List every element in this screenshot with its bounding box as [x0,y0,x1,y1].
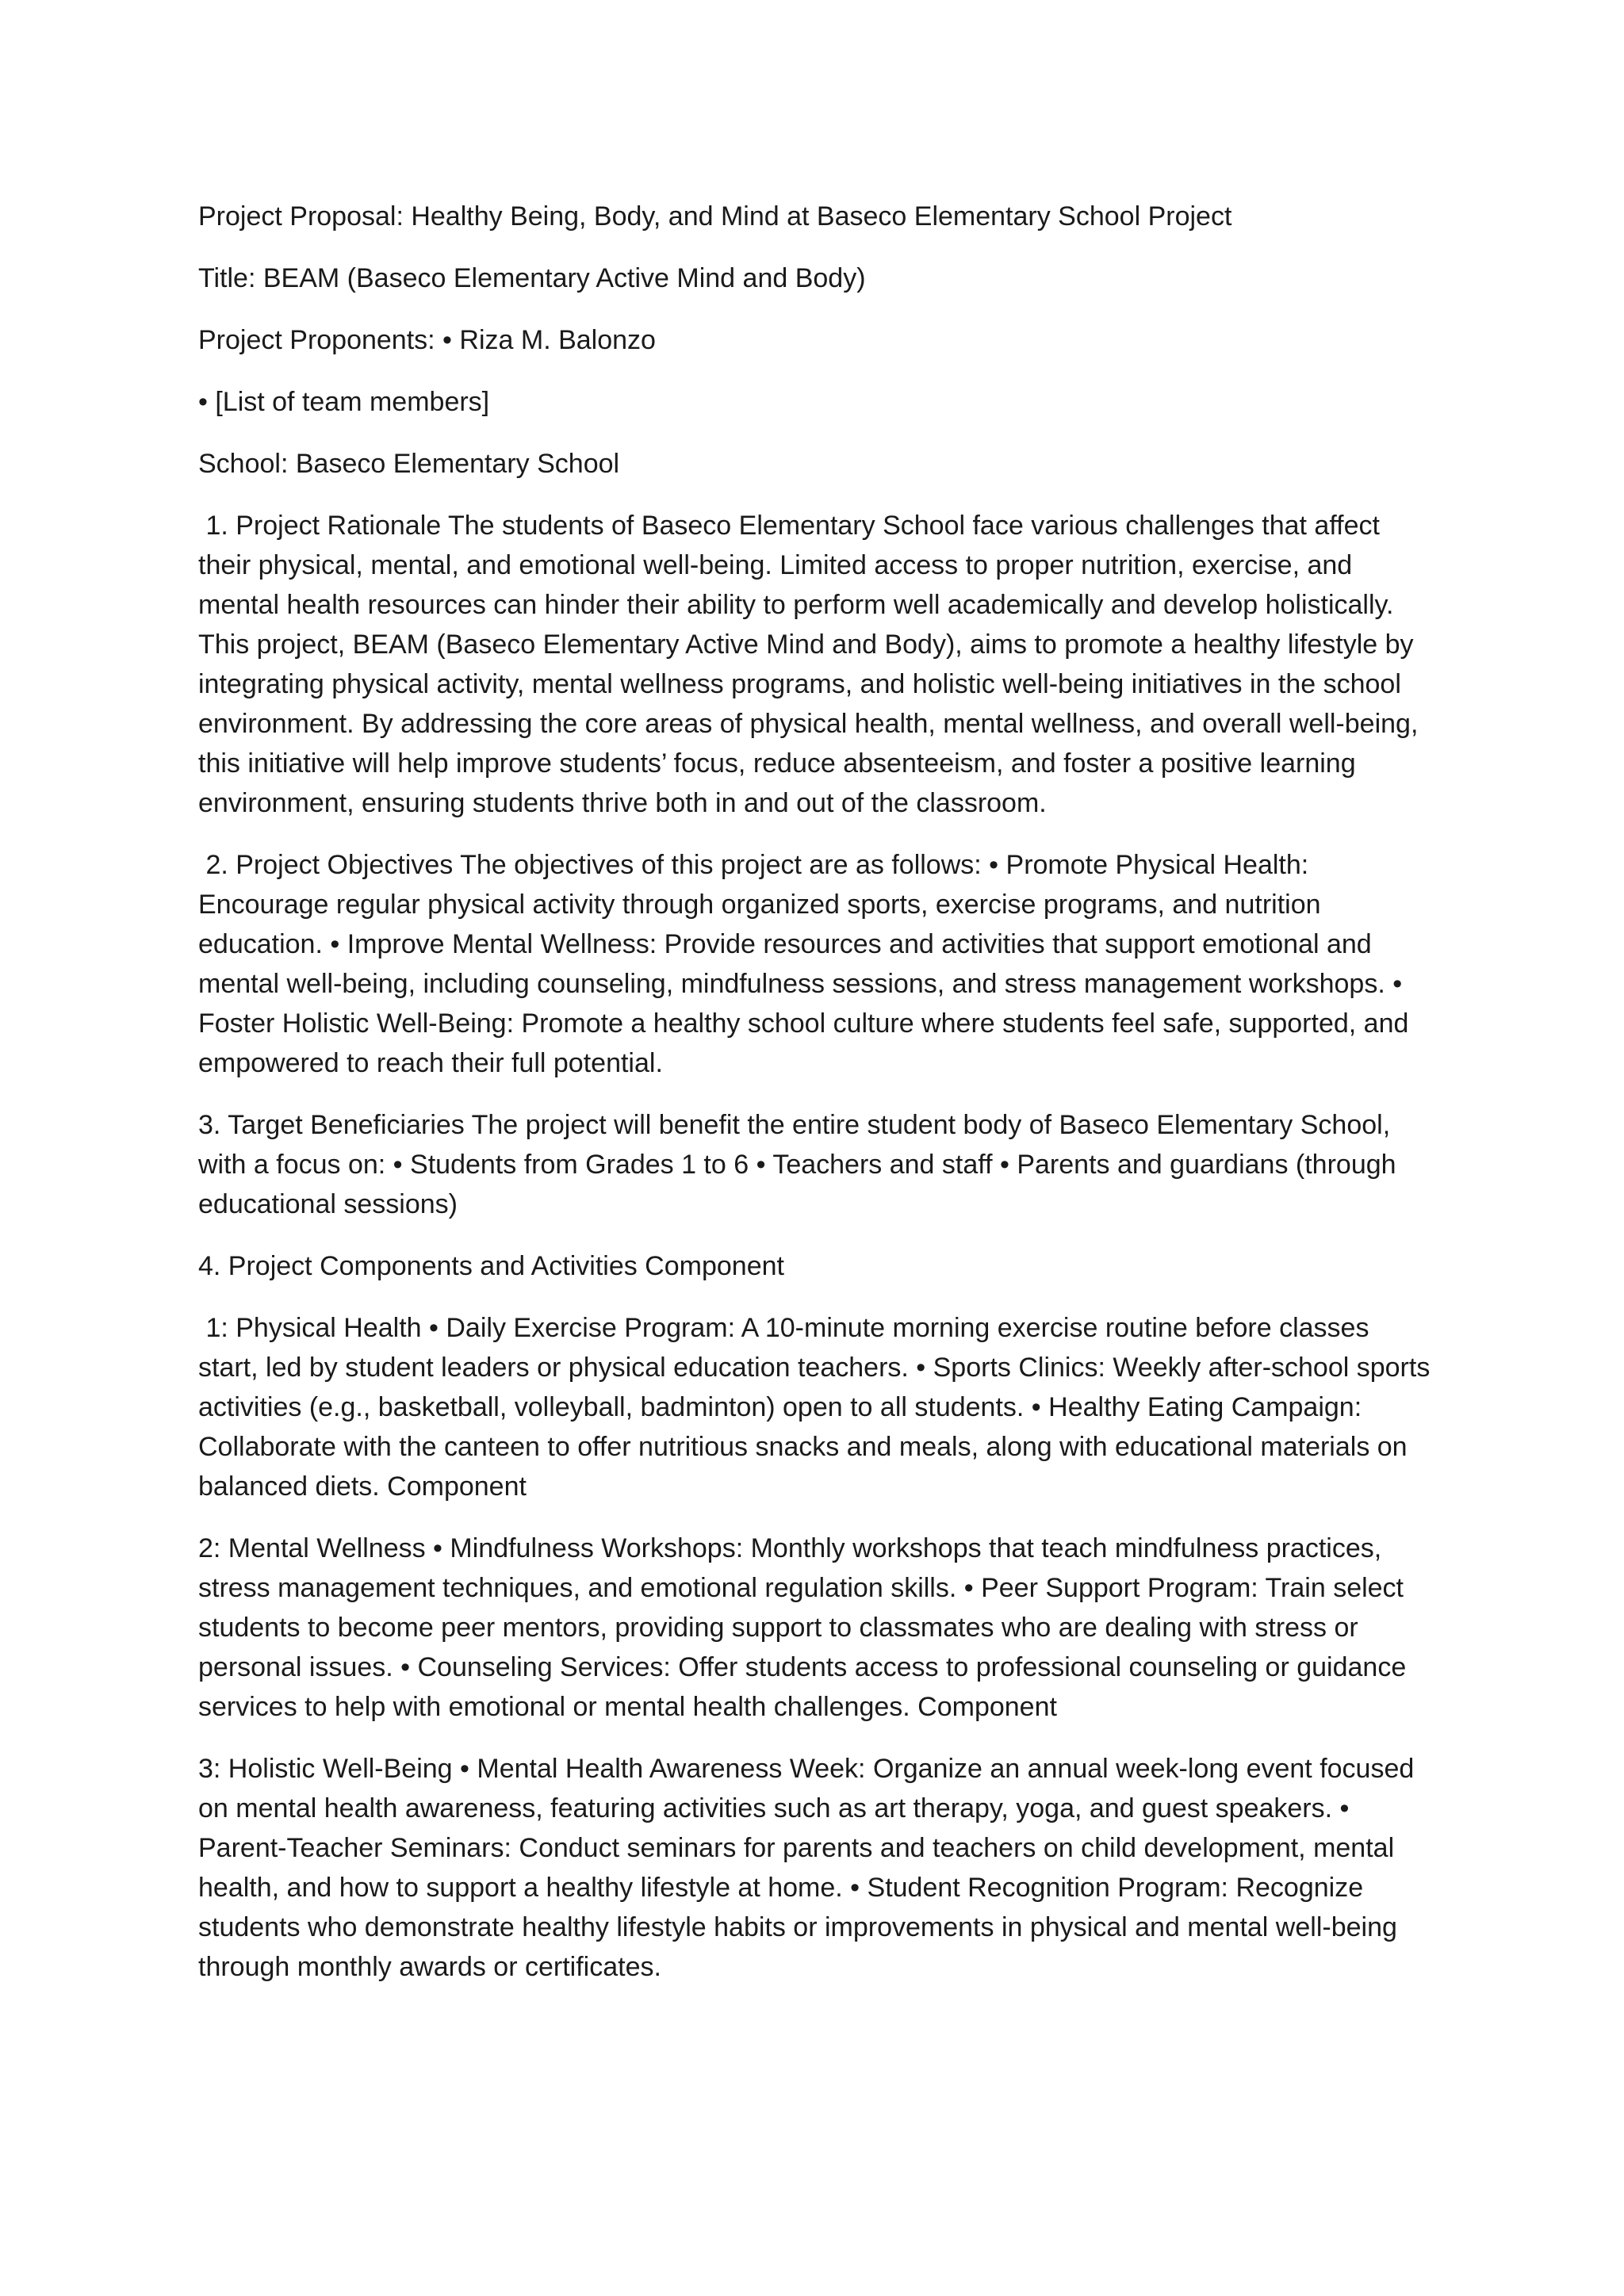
school-name: School: Baseco Elementary School [198,449,620,479]
component-mental-wellness: 2: Mental Wellness • Mindfulness Workshops: Monthly workshops that teach mindfulness practices, stress management techniques, and emotional regulation skills. • Peer Support Program: Train select students to become peer mentors, providing support to classmates who are dealing with stress or personal issues. • Counseling Services: Offer students access to professional counseling or guidance services to help with emotional or mental health challenges. Component [198,1533,1414,1722]
document-body [198,197,1438,1987]
component-physical-health: 1: Physical Health • Daily Exercise Program: A 10-minute morning exercise routine before classes start, led by student leaders or physical education teachers. • Sports Clinics: Weekly after-school sports activities (e.g., basketball, volleyball, badminton) open to all students. • Healthy Eating Campaign: Collaborate with the canteen to offer nutritious snacks and meals, along with educational materials on balanced diets. Component [198,1313,1438,1502]
section-objectives: 2. Project Objectives The objectives of this project are as follows: • Promote Physical Health: Encourage regular physical activity through organized sports, exercise programs, and nutrition education. • Improve Mental Wellness: Provide resources and activities that support emotional and mental well-being, including counseling, mindfulness sessions, and stress management workshops. • Foster Holistic Well-Being: Promote a healthy school culture where students feel safe, supported, and empowered to reach their full potential. [198,850,1416,1078]
section-components-heading: 4. Project Components and Activities Component [198,1251,784,1281]
team-members-list: • [List of team members] [198,387,490,417]
section-rationale: 1. Project Rationale The students of Baseco Elementary School face various challenges that affect their physical, mental, and emotional well-being. Limited access to proper nutrition, exercise, and mental health resources can hinder their ability to perform well academically and develop holistically. This project, BEAM (Baseco Elementary Active Mind and Body), aims to promote a healthy lifestyle by integrating physical activity, mental wellness programs, and holistic well-being initiatives in the school environment. By addressing the core areas of physical health, mental wellness, and overall well-being, this initiative will help improve students’ focus, reduce absenteeism, and foster a positive learning environment, ensuring students thrive both in and out of the classroom. [198,511,1426,818]
proposal-heading: Project Proposal: Healthy Being, Body, and Mind at Baseco Elementary School Project [198,201,1232,232]
section-beneficiaries: 3. Target Beneficiaries The project will benefit the entire student body of Baseco Elementary School, with a focus on: • Students from Grades 1 to 6 • Teachers and staff • Parents and guardians (through educational sessions) [198,1110,1404,1219]
project-title: Title: BEAM (Baseco Elementary Active Mind and Body) [198,263,866,293]
project-proponents: Project Proponents: • Riza M. Balonzo [198,325,656,355]
component-holistic-well-being: 3: Holistic Well-Being • Mental Health Awareness Week: Organize an annual week-long event focused on mental health awareness, featuring activities such as art therapy, yoga, and guest speakers. • Parent-Teacher Seminars: Conduct seminars for parents and teachers on child development, mental health, and how to support a healthy lifestyle at home. • Student Recognition Program: Recognize students who demonstrate healthy lifestyle habits or improvements in physical and mental well-being through monthly awards or certificates. [198,1754,1422,1982]
